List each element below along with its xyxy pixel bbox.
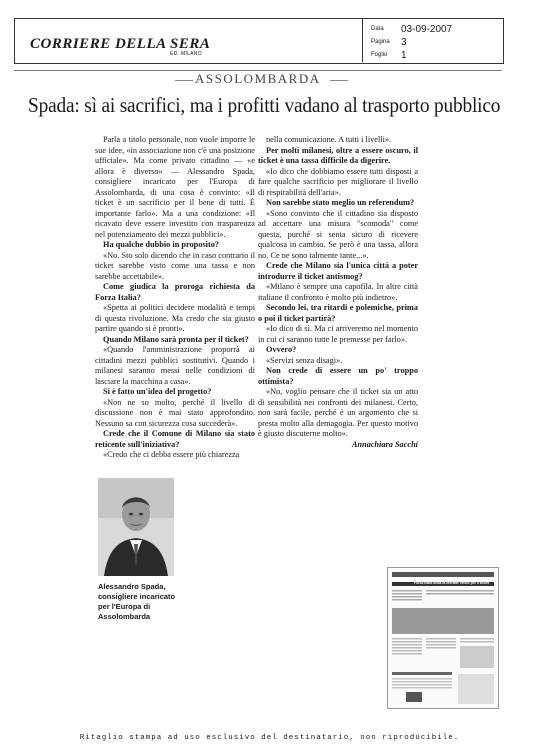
interview-question: Quando Milano sarà pronta per il ticket? — [103, 334, 249, 344]
interview-question: Non sarebbe stato meglio un referendum? — [266, 198, 415, 207]
interview-question: Ovvero? — [266, 345, 297, 354]
interview-question: Per molti milanesi, oltre a essere oscuro, il ticket è una tassa difficile da digerire. — [258, 145, 418, 165]
clipping-meta — [362, 18, 503, 62]
article-paragraph: «Credo che ci debba essere più chiarezza — [103, 450, 240, 459]
article-paragraph: «Servizi senza disagi». — [266, 355, 343, 365]
interview-question: Crede che Milano sia l'unica città a poter introdurre il ticket antismog? — [258, 261, 418, 281]
article-paragraph: «Io dico che dobbiamo essere tutti disposti a fare qualche sacrificio per migliorare il livello di respirabilità dell'aria». — [258, 166, 418, 197]
article-paragraph: «Milano è sempre una capofila. In altre città italiane il confronto è molto più indietro». — [258, 282, 418, 302]
article-paragraph: «No, voglio pensare che il ticket sia un atto di sensibilità nei confronti dei milanesi. Certo, non sarà facile, perché è un argomento che si presta molto alla demagogia. Per questo motivo è giusto discuterne molto». — [258, 387, 418, 438]
headline: Spada: sì ai sacrifici, ma i profitti vadano al trasporto pubblico — [28, 93, 501, 117]
interview-question: Si è fatto un'idea del progetto? — [103, 387, 212, 396]
edition-label: ED. MILANO — [170, 51, 202, 57]
portrait-photo — [98, 478, 174, 576]
footer-notice: Ritaglio stampa ad uso esclusivo del destinatario, non riproducibile. — [79, 734, 460, 742]
page-label: Pagina — [371, 39, 390, 45]
article-column-2 — [258, 135, 418, 450]
sheet-value: 1 — [401, 50, 407, 61]
thumbnail-image — [388, 568, 498, 708]
kicker-rule-left — [175, 80, 193, 81]
author-signature: Annachiara Sacchi — [351, 439, 418, 449]
article-paragraph: «Sono convinto che il cittadino sia disposto ad accettare una misura "scomoda" come questa, purché si senta sicuro di ricevere qualcosa in cambio. Se però è una tassa, allora no. Ce ne sono talmente tante...». — [258, 208, 418, 260]
interview-question: Ha qualche dubbio in proposito? — [103, 240, 220, 249]
page-thumbnail — [387, 567, 499, 709]
interview-question: Secondo lei, tra ritardi e polemiche, prima o poi il ticket partirà? — [258, 303, 418, 323]
article-paragraph: nella comunicazione. A tutti i livelli». — [266, 135, 392, 144]
sheet-label: Foglio — [371, 52, 388, 58]
section-kicker: ASSOLOMBARDA — [195, 71, 321, 86]
interview-question: Come giudica la proroga richiesta da Forza Italia? — [95, 282, 255, 302]
article-paragraph: «No. Sto solo dicendo che in caso contrario il ticket sarebbe visto come una tassa e non sarebbe accettabile». — [95, 250, 255, 281]
interview-question: Crede che il Comune di Milano sia stato reticente sull'iniziativa? — [95, 429, 255, 449]
interview-question: Non crede di essere un po' troppo ottimista? — [258, 366, 418, 386]
article-column-1 — [95, 135, 255, 461]
date-value: 03-09-2007 — [401, 24, 453, 35]
article-paragraph: «Io dico di sì. Ma ci arriveremo nel momento in cui ci saranno tutte le premesse per farlo». — [258, 324, 418, 344]
article-paragraph: Parla a titolo personale, non vuole imporre le sue idee, «in associazione non c'è una posizione ufficiale». Ma come privato cittadino — «e allora è diverso» — Alessandro Spada, consigliere incaricato per l'Europa di Assolombarda, di una cosa è convinto: «Il ticket è un sacrificio per il bene di tutti. È importante farlo». Ma a una condizione: «Il ricavato deve essere investito con trasparenza nel potenziamento dei mezzi pubblici». — [95, 135, 255, 239]
date-label: Data — [371, 26, 384, 32]
photo-caption: Alessandro Spada, consigliere incaricato per l'Europa di Assolombarda — [98, 582, 176, 621]
article-paragraph: «Spetta ai politici decidere modalità e tempi di questa rivoluzione. Ma credo che sia giusto partire quando si è pronti». — [95, 303, 255, 333]
article-paragraph: «Quando l'amministrazione proporrà ai cittadini mezzi pubblici sostitutivi. Quando i milanesi saranno messi nelle condizioni di lasciare la macchina a casa». — [95, 345, 255, 386]
article-paragraph: «Non ne so molto, perché il livello di discussione non è mai stato approfondito. Nessuno sa con sicurezza cosa succederà». — [95, 397, 255, 428]
thumbnail-headline: Forza Italia sfida la Moratti: rinvio per il ticket — [414, 581, 490, 585]
masthead: CORRIERE DELLA SERA — [30, 36, 211, 52]
kicker-rule-right — [330, 80, 348, 81]
portrait-image — [98, 478, 174, 576]
page-value: 3 — [401, 37, 407, 48]
